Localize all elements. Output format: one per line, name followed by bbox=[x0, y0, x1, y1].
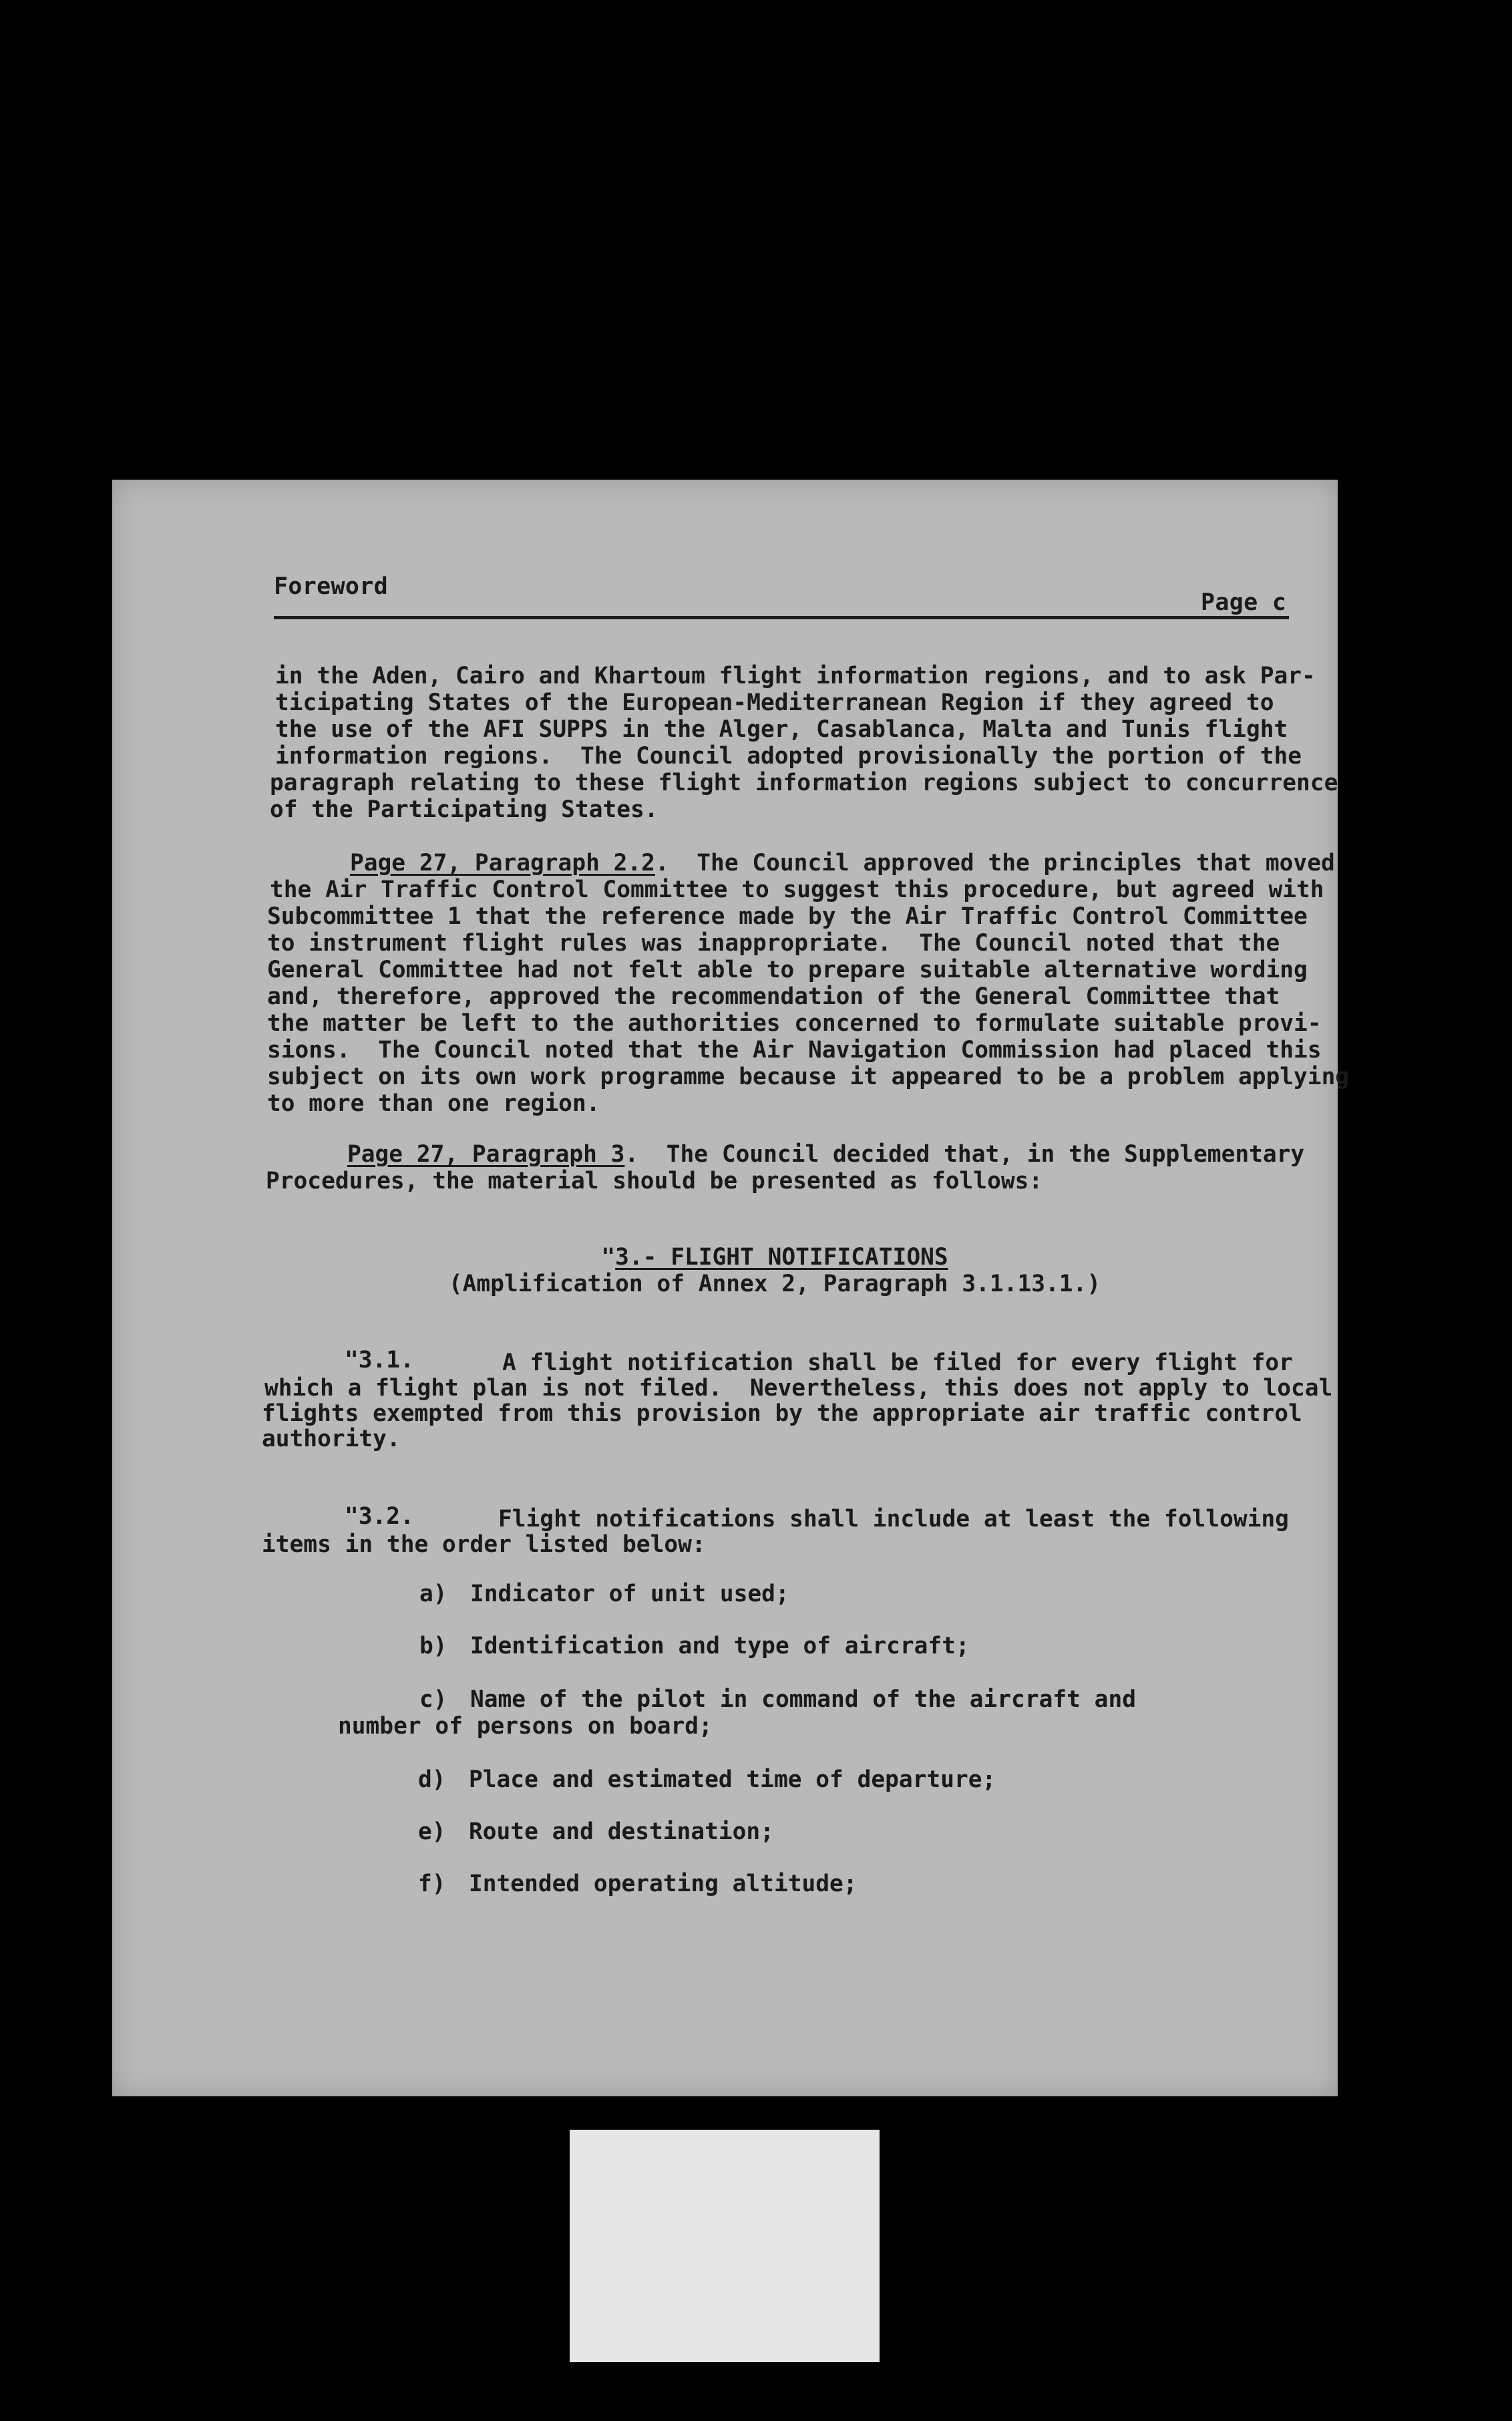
paragraph-line: subject on its own work programme because it appeared to be a problem applying bbox=[267, 1064, 1350, 1090]
paragraph-line: the matter be left to the authorities concerned to formulate suitable provi- bbox=[267, 1010, 1322, 1037]
blank-card bbox=[570, 2130, 880, 2362]
paragraph-first-line: Page 27, Paragraph 3. The Council decided that, in the Supplementary bbox=[347, 1141, 1305, 1168]
item-text: Intended operating altitude; bbox=[469, 1871, 858, 1897]
section-subtitle: (Amplification of Annex 2, Paragraph 3.1.13.1.) bbox=[448, 1271, 1101, 1297]
header-rule bbox=[274, 616, 1289, 619]
item-continuation: number of persons on board; bbox=[338, 1713, 713, 1740]
paragraph-line: the Air Traffic Control Committee to suggest this procedure, but agreed with bbox=[270, 876, 1324, 903]
clause-first-line: A flight notification shall be filed for every flight for bbox=[502, 1349, 1293, 1376]
clause-line: items in the order listed below: bbox=[262, 1531, 706, 1558]
paragraph-line: sions. The Council noted that the Air Navigation Commission had placed this bbox=[267, 1037, 1322, 1064]
paragraph-line: in the Aden, Cairo and Khartoum flight information regions, and to ask Par- bbox=[275, 663, 1316, 689]
clause-line: authority. bbox=[262, 1426, 401, 1452]
header-section-title: Foreword bbox=[274, 573, 388, 600]
clause-line: which a flight plan is not filed. Nevertheless, this does not apply to local bbox=[264, 1375, 1333, 1402]
item-text: Identification and type of aircraft; bbox=[470, 1633, 970, 1659]
clause-number: "3.1. bbox=[345, 1347, 414, 1374]
page-reference: Page 27, Paragraph 2.2 bbox=[350, 850, 655, 876]
paragraph-line: the use of the AFI SUPPS in the Alger, Casablanca, Malta and Tunis flight bbox=[275, 716, 1288, 743]
paragraph-line: to more than one region. bbox=[267, 1090, 600, 1117]
item-letter: f) bbox=[418, 1871, 446, 1897]
paragraph-line: information regions. The Council adopted provisionally the portion of the bbox=[275, 743, 1302, 770]
item-text: Route and destination; bbox=[469, 1818, 774, 1845]
paragraph-line: General Committee had not felt able to prepare suitable alternative wording bbox=[267, 957, 1308, 983]
section-title: 3.- FLIGHT NOTIFICATIONS bbox=[615, 1244, 948, 1271]
item-letter: c) bbox=[419, 1686, 447, 1713]
paragraph-line: Subcommittee 1 that the reference made by the Air Traffic Control Committee bbox=[267, 903, 1308, 930]
paragraph-line: to instrument flight rules was inappropriate. The Council noted that the bbox=[267, 930, 1280, 957]
clause-first-line: Flight notifications shall include at least the following bbox=[498, 1506, 1289, 1532]
paragraph-line: Procedures, the material should be presented as follows: bbox=[266, 1168, 1043, 1194]
item-letter: a) bbox=[419, 1581, 447, 1607]
item-text: Place and estimated time of departure; bbox=[469, 1766, 996, 1793]
paragraph-line: ticipating States of the European-Mediterranean Region if they agreed to bbox=[275, 689, 1274, 716]
paragraph-line: paragraph relating to these flight information regions subject to concurrence bbox=[270, 770, 1338, 796]
paragraph-line: and, therefore, approved the recommendation of the General Committee that bbox=[267, 983, 1280, 1010]
section-heading: "3.- FLIGHT NOTIFICATIONS bbox=[601, 1244, 948, 1271]
clause-line: flights exempted from this provision by the appropriate air traffic control bbox=[262, 1400, 1302, 1427]
item-text: Name of the pilot in command of the aircraft and bbox=[470, 1686, 1136, 1713]
paragraph-first-line: Page 27, Paragraph 2.2. The Council approved the principles that moved bbox=[350, 850, 1335, 876]
item-letter: e) bbox=[418, 1818, 446, 1845]
item-letter: d) bbox=[418, 1766, 446, 1793]
page-reference: Page 27, Paragraph 3 bbox=[347, 1141, 625, 1168]
item-text: Indicator of unit used; bbox=[470, 1581, 789, 1607]
paragraph-line: of the Participating States. bbox=[270, 796, 658, 823]
item-letter: b) bbox=[419, 1633, 447, 1659]
clause-number: "3.2. bbox=[345, 1503, 414, 1530]
header-page-number: Page c bbox=[1201, 589, 1287, 616]
